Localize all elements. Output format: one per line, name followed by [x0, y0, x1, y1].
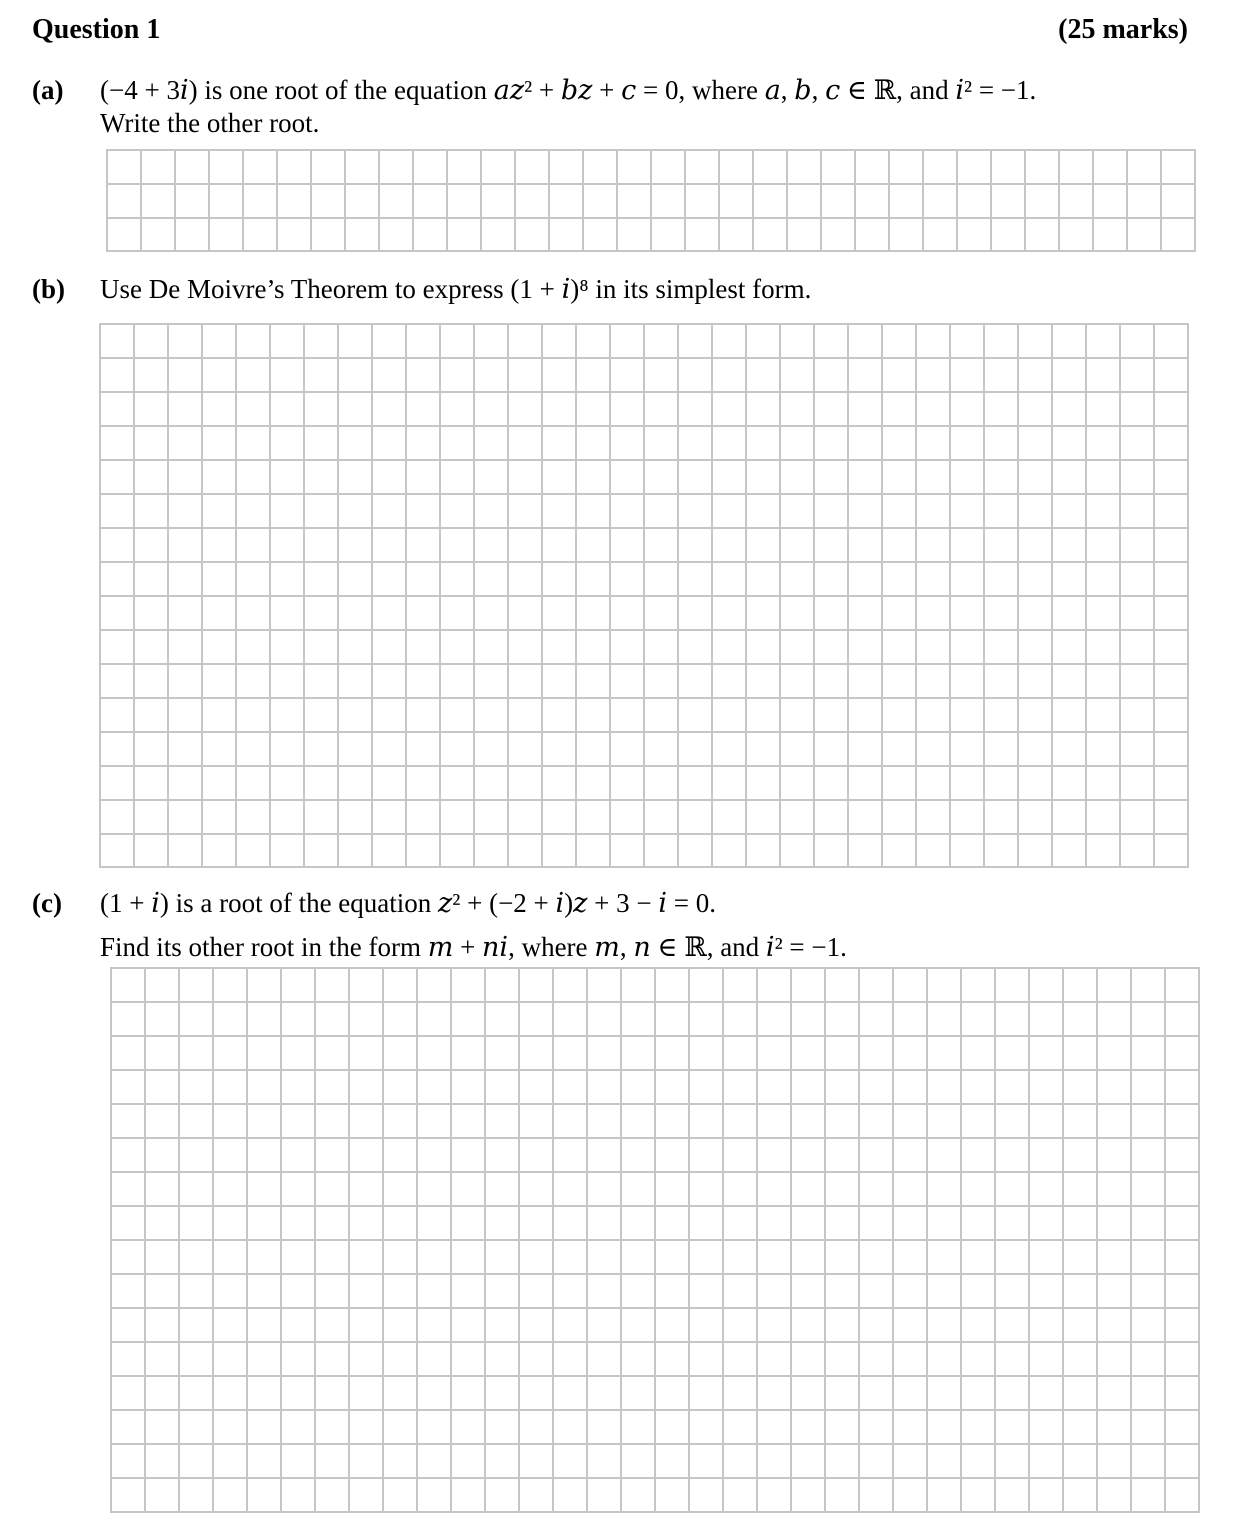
- part-a-label: (a): [32, 75, 64, 105]
- part-c-question-line2: Find its other root in the form 𝑚 + 𝑛𝑖, where 𝑚, 𝑛 ∈ ℝ, and 𝑖² = −1.: [100, 932, 847, 962]
- marks-label: (25 marks): [1058, 14, 1188, 45]
- part-c-answer-grid[interactable]: [110, 967, 1200, 1513]
- part-c-question-line1: (1 + 𝑖) is a root of the equation 𝑧² + (−2 + 𝑖)𝑧 + 3 − 𝑖 = 0.: [100, 888, 716, 918]
- part-a-question-line2: Write the other root.: [100, 108, 320, 138]
- question-title: Question 1: [32, 14, 161, 45]
- part-c-label: (c): [32, 888, 62, 918]
- part-b-question-line1: Use De Moivre’s Theorem to express (1 + 𝑖)⁸ in its simplest form.: [100, 274, 812, 304]
- part-b-label: (b): [32, 274, 65, 304]
- part-a-question-line1: (−4 + 3𝑖) is one root of the equation 𝑎𝑧² + 𝑏𝑧 + 𝑐 = 0, where 𝑎, 𝑏, 𝑐 ∈ ℝ, and 𝑖² = −1.: [100, 75, 1037, 105]
- part-a-answer-grid[interactable]: [106, 149, 1196, 252]
- part-b-answer-grid[interactable]: [99, 323, 1189, 868]
